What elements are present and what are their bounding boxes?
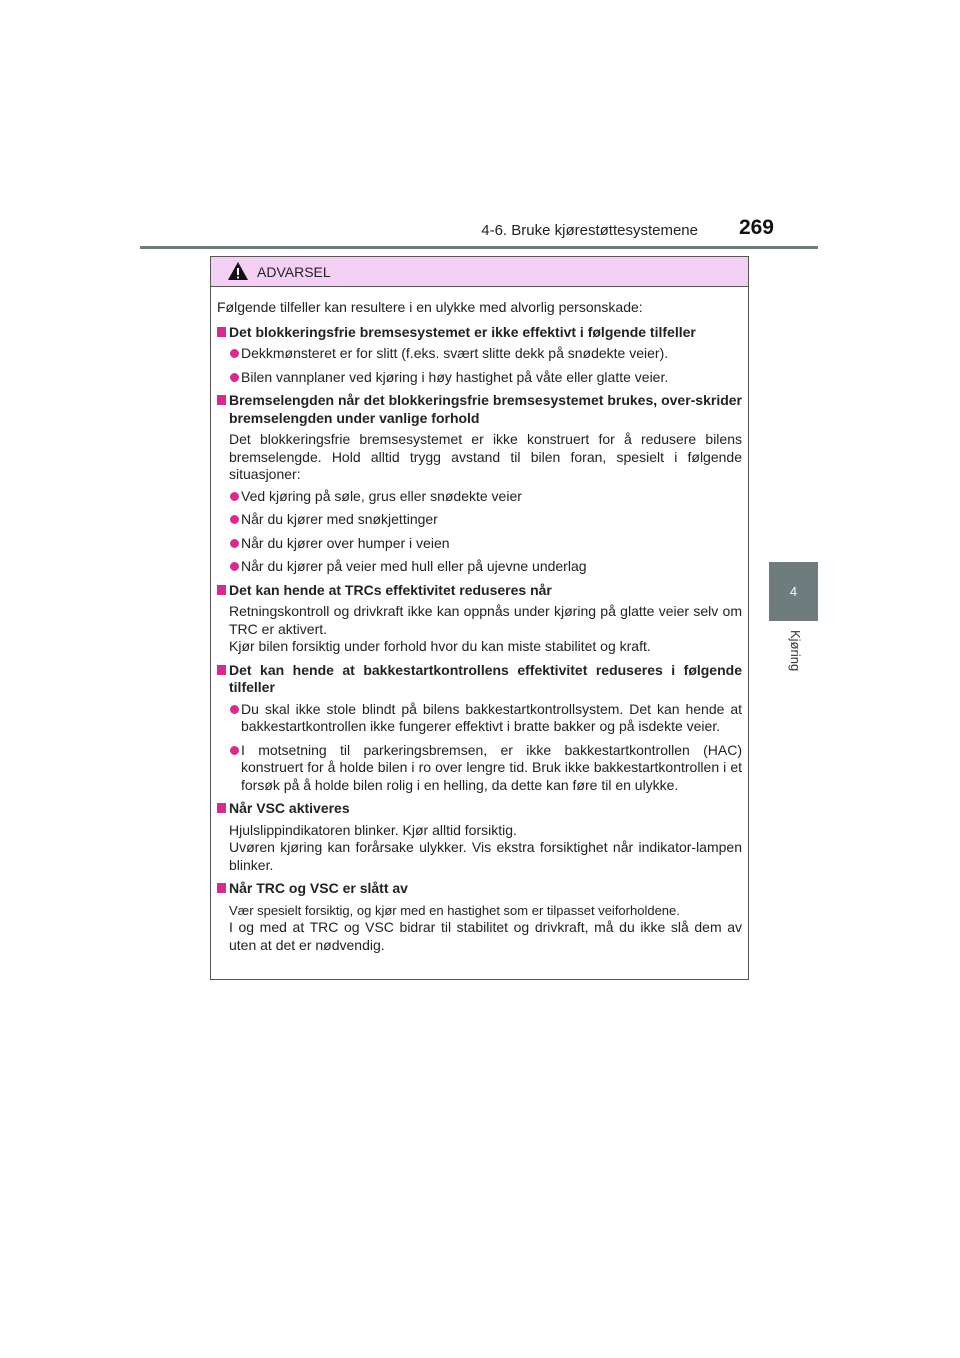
paragraph: Uvøren kjøring kan forårsake ulykker. Vis ekstra forsiktighet når indikator-lampen blinker. xyxy=(229,839,742,873)
page-header xyxy=(140,212,818,249)
round-bullet-icon xyxy=(230,515,239,524)
page-number: 269 xyxy=(738,216,774,239)
round-bullet-icon xyxy=(230,492,239,501)
list-item: Dekkmønsteret er for slitt (f.eks. svært slitte dekk på snødekte veier). xyxy=(217,345,742,363)
warning-triangle-icon xyxy=(227,261,249,281)
warning-header xyxy=(211,257,748,287)
round-bullet-icon xyxy=(230,349,239,358)
list-item: Du skal ikke stole blindt på bilens bakkestartkontrollsystem. Det kan hende at bakkestartkontrollen ikke fungerer effektivt i bratte bakker og på isdekte veier. xyxy=(217,701,742,736)
square-bullet-icon xyxy=(217,883,226,893)
section-heading-braking-distance: Bremselengden når det blokkeringsfrie bremsesystemet brukes, over-skrider bremselengden under vanlige forhold xyxy=(217,392,742,427)
section-heading-trc: Det kan hende at TRCs effektivitet reduseres når xyxy=(217,582,742,600)
list-item: Ved kjøring på søle, grus eller snødekte veier xyxy=(217,488,742,506)
list-item: I motsetning til parkeringsbremsen, er ikke bakkestartkontrollen (HAC) konstruert for å holde bilen i ro over lengre tid. Bruk ikke bakkestartkontrollen i et forsøk på å holde bilen rolig i en helling, da dette kan føre til en ulykke. xyxy=(217,742,742,795)
section-heading-trc-vsc-off: Når TRC og VSC er slått av xyxy=(217,880,742,898)
section-heading-vsc: Når VSC aktiveres xyxy=(217,800,742,818)
list-item: Når du kjører med snøkjettinger xyxy=(217,511,742,529)
round-bullet-icon xyxy=(230,373,239,382)
warning-body xyxy=(211,287,748,954)
paragraph: Retningskontroll og drivkraft ikke kan oppnås under kjøring på glatte veier selv om TRC er aktivert. xyxy=(229,603,742,637)
warning-box xyxy=(210,256,749,980)
list-item: Når du kjører over humper i veien xyxy=(217,535,742,553)
square-bullet-icon xyxy=(217,803,226,813)
warning-title: ADVARSEL xyxy=(257,263,331,280)
paragraph: Vær spesielt forsiktig, og kjør med en hastighet som er tilpasset veiforholdene. xyxy=(229,902,680,918)
paragraph: Det blokkeringsfrie bremsesystemet er ikke konstruert for å redusere bilens bremselengde. Hold alltid trygg avstand til bilen foran, spesielt i følgende situasjoner: xyxy=(229,431,742,482)
paragraph: Kjør bilen forsiktig under forhold hvor du kan miste stabilitet og kraft. xyxy=(229,638,651,654)
square-bullet-icon xyxy=(217,395,226,405)
section-heading-hac: Det kan hende at bakkestartkontrollens effektivitet reduseres i følgende tilfeller xyxy=(217,662,742,697)
list-item: Når du kjører på veier med hull eller på ujevne underlag xyxy=(217,558,742,576)
paragraph: I og med at TRC og VSC bidrar til stabilitet og drivkraft, må du ikke slå dem av uten at det er nødvendig. xyxy=(229,919,742,953)
chapter-number: 4 xyxy=(789,584,798,599)
section-title: 4-6. Bruke kjørestøttesystemene xyxy=(481,222,698,239)
round-bullet-icon xyxy=(230,562,239,571)
chapter-label: Kjøring xyxy=(788,630,803,672)
warning-intro: Følgende tilfeller kan resultere i en ulykke med alvorlig personskade: xyxy=(217,299,643,315)
square-bullet-icon xyxy=(217,327,226,337)
round-bullet-icon xyxy=(230,746,239,755)
chapter-tab xyxy=(769,562,818,621)
round-bullet-icon xyxy=(230,705,239,714)
paragraph: Hjulslippindikatoren blinker. Kjør alltid forsiktig. xyxy=(229,821,517,838)
square-bullet-icon xyxy=(217,585,226,595)
square-bullet-icon xyxy=(217,665,226,675)
round-bullet-icon xyxy=(230,539,239,548)
list-item: Bilen vannplaner ved kjøring i høy hastighet på våte eller glatte veier. xyxy=(217,369,742,387)
section-heading-abs-ineffective: Det blokkeringsfrie bremsesystemet er ikke effektivt i følgende tilfeller xyxy=(217,324,742,342)
